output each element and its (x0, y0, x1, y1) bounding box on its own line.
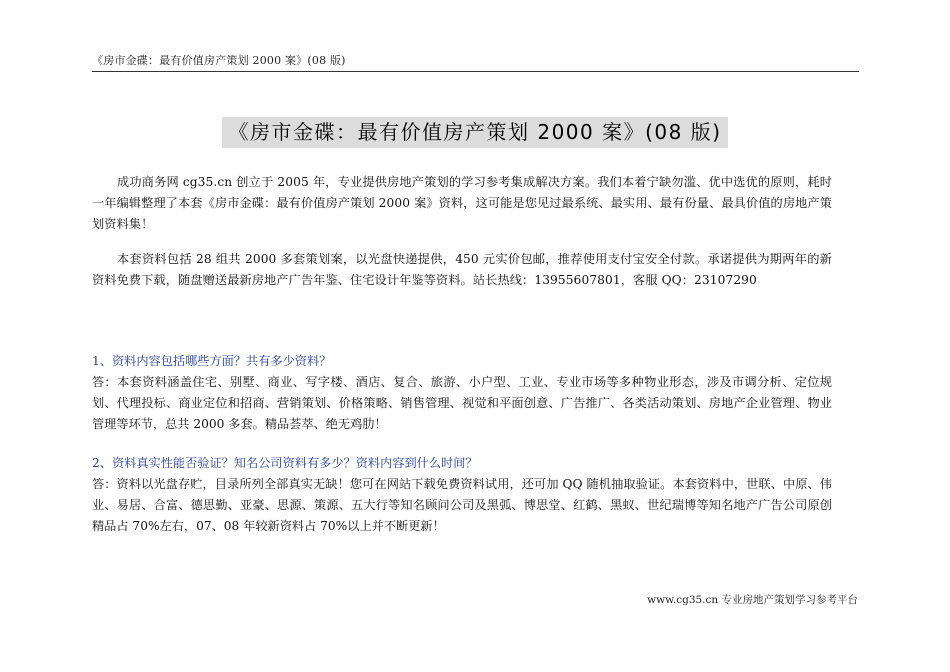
document-title: 《房市金碟：最有价值房产策划 2000 案》(08 版) (222, 117, 727, 148)
faq-item (92, 453, 832, 537)
page-header-title: 《房市金碟：最有价值房产策划 2000 案》(08 版) (92, 54, 346, 67)
intro-paragraph: 成功商务网 cg35.cn 创立于 2005 年，专业提供房地产策划的学习参考集成解决方案。我们本着宁缺勿滥、优中选优的原则，耗时一年编辑整理了本套《房市金碟：最有价值房产策划 2000 案》资料，这可能是您见过最系统、最实用、最有份量、最具价值的房地产策划资料集！ (92, 175, 832, 231)
faq-question: 1、资料内容包括哪些方面？共有多少资料？ (92, 354, 332, 368)
faq-question: 2、资料真实性能否验证？知名公司资料有多少？资料内容到什么时间？ (92, 456, 478, 470)
header-divider (92, 71, 859, 72)
faq-answer: 答：本套资料涵盖住宅、别墅、商业、写字楼、酒店、复合、旅游、小户型、工业、专业市场等多种物业形态，涉及市调分析、定位规划、代理投标、商业定位和招商、营销策划、价格策略、销售管理、视觉和平面创意、广告推广、各类活动策划、房地产企业管理、物业管理等环节，总共 2000 多套。精品荟萃、绝无鸡肋！ (92, 375, 832, 431)
title-container (0, 117, 950, 148)
page-footer: www.cg35.cn 专业房地产策划学习参考平台 (647, 594, 858, 606)
offer-paragraph: 本套资料包括 28 组共 2000 多套策划案，以光盘快递提供，450 元实价包邮，推荐使用支付宝安全付款。承诺提供为期两年的新资料免费下载，随盘赠送最新房地产广告年鉴、住宅设计年鉴等资料。站长热线：13955607801，客服 QQ：23107290 (92, 252, 832, 287)
faq-answer: 答：资料以光盘存贮，目录所列全部真实无缺！您可在网站下载免费资料试用，还可加 QQ 随机抽取验证。本套资料中，世联、中原、伟业、易居、合富、德思勤、亚豪、思源、策源、五大行等知名顾问公司及黑弧、博思堂、红鹤、黑蚁、世纪瑞博等知名地产广告公司原创精品占 70%左右，07、08 年较新资料占 70%以上并不断更新！ (92, 477, 832, 533)
faq-item (92, 351, 832, 435)
